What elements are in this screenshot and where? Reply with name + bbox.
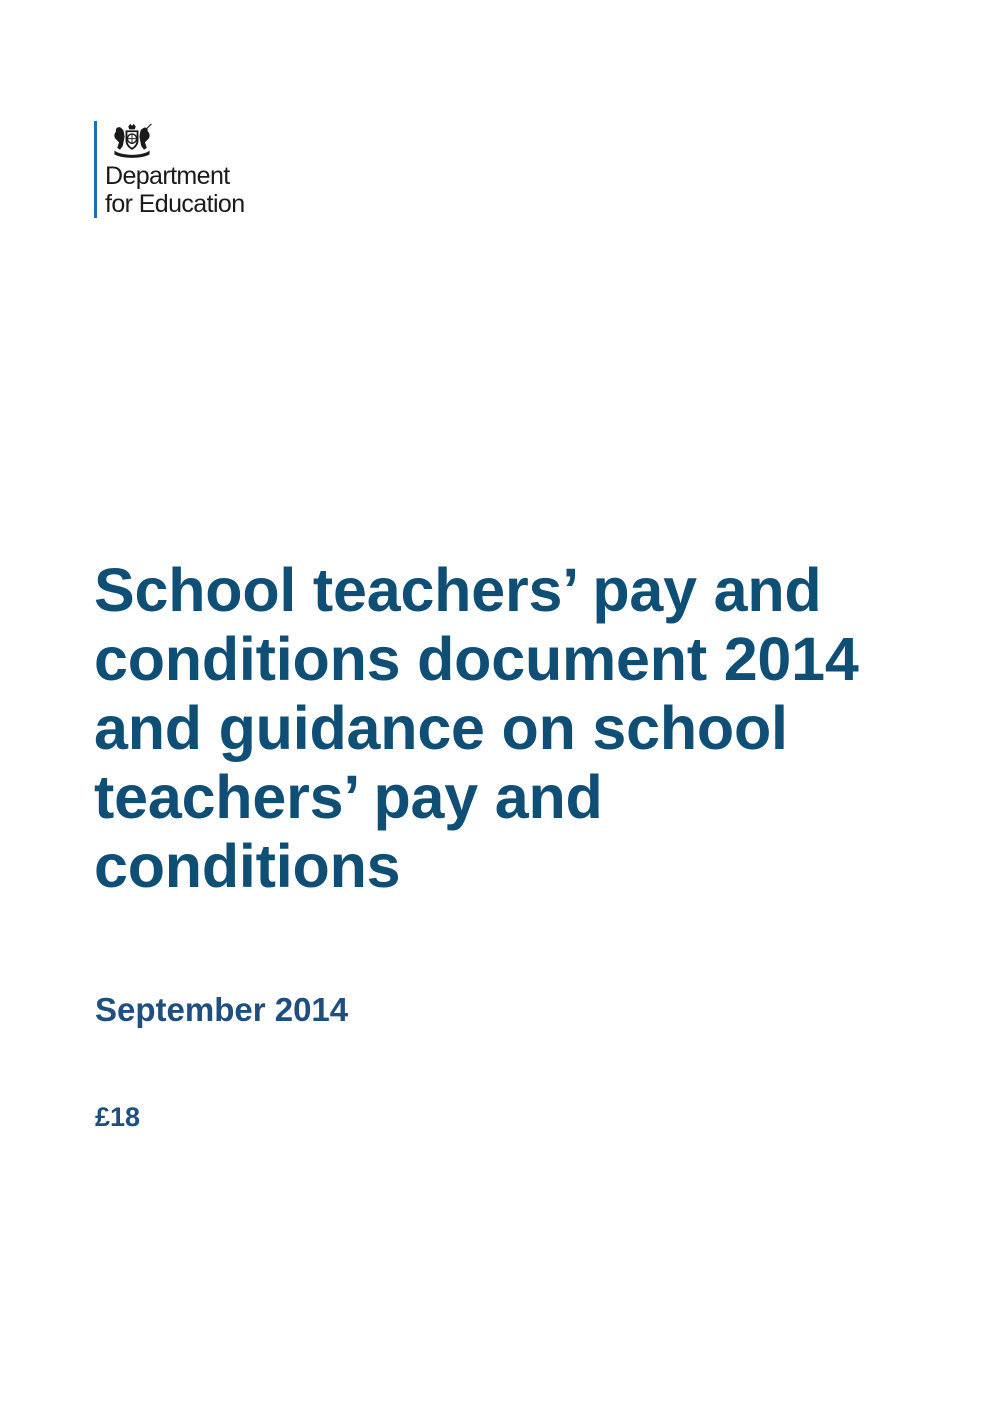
- department-name: [105, 162, 245, 218]
- title-line: School teachers’ pay and: [94, 556, 822, 624]
- department-name-line2: for Education: [105, 190, 245, 218]
- title-line: conditions: [94, 832, 401, 900]
- royal-coat-of-arms-icon: [107, 122, 157, 159]
- department-logo: [94, 121, 245, 218]
- title-line: conditions document 2014: [94, 625, 859, 693]
- title-line: teachers’ pay and: [94, 763, 603, 831]
- logo-content: [105, 121, 245, 218]
- logo-accent-bar: [94, 121, 97, 218]
- title-line: and guidance on school: [94, 694, 788, 762]
- publication-date: September 2014: [95, 991, 349, 1028]
- document-title: [94, 556, 914, 901]
- department-name-line1: Department: [105, 162, 230, 190]
- price: £18: [95, 1102, 141, 1132]
